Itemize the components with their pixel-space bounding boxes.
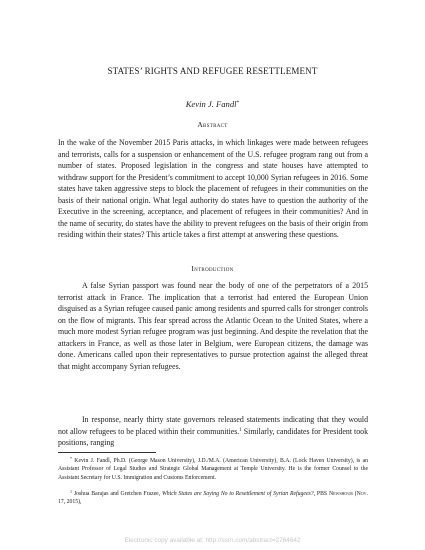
paragraph-2-continuation: Similarly, candidates for President took positions, ranging: [58, 426, 368, 448]
footnote-author-text: Kevin J. Fandl, Ph.D. (George Mason University), J.D./M.A. (American University), B.A. (Lock Haven University), is an Assistant Professor of Legal Studies and Strategic Global Management at Temple University. He is the former Counsel to the Assistant Secretary for U.S. Immigration and Customs Enforcement.: [58, 458, 368, 481]
introduction-paragraph-1: A false Syrian passport was found near the body of one of the perpetrators of a 2015 terrorist attack in France. The implication that a terrorist had entered the European Union disguised as a Syrian refugee caused panic among residents and spurred calls for stronger controls on the flow of migrants. This fear spread across the Atlantic Ocean to the United States, where a much more modest Syrian refugee program was just beginning. And despite the revelation that the attackers in France, as well as those later in Belgium, were European citizens, the damage was done. Americans called upon their representatives to pursue protection against the alleged threat that might accompany Syrian refugees.: [58, 281, 368, 371]
footnote-divider: [58, 452, 156, 453]
paragraph-2-text: In response, nearly thirty state governors released statements indicating that they would not allow refugees to be placed within their communities.: [58, 415, 368, 436]
paper-title: STATES’ RIGHTS AND REFUGEE RESETTLEMENT: [107, 66, 318, 76]
footnote-1: [58, 490, 368, 507]
footnote-1-publication: , PBS Newshour (Nov. 17, 2015),: [58, 491, 368, 506]
introduction-heading: Introduction: [191, 264, 234, 273]
footnote-mark-star: *: [70, 456, 72, 461]
footnote-1-article-title: Which States are Saying No to Resettlement of Syrian Refugees?: [161, 491, 314, 497]
footnote-mark-1: 1: [70, 489, 72, 494]
author-footnote-mark: *: [236, 100, 240, 106]
abstract-heading: Abstract: [197, 120, 228, 129]
introduction-paragraph-2: [58, 414, 368, 448]
footnote-author: [58, 457, 368, 482]
abstract-body: In the wake of the November 2015 Paris attacks, in which linkages were made between refugees and terrorists, calls for a suspension or enhancement of the U.S. refugee program rang out from a number of states. Proposed legislation in the congress and state houses have attempted to withdraw support for the President’s commitment to accept 10,000 Syrian refugees in 2016. Some states have taken aggressive steps to block the placement of refugees in their communities on the basis of their national origin. What legal authority do states have to question the authority of the Executive in the screening, acceptance, and placement of refugees in their communities? And in the name of security, do states have the ability to prevent refugees on the basis of their origin from residing within their states? This article takes a first attempt at answering these questions.: [58, 138, 368, 240]
author-name: Kevin J. Fandl: [185, 99, 237, 109]
footnote-1-authors: Joshua Barajas and Gretchen Frazee,: [72, 491, 162, 497]
ssrn-footer: Electronic copy available at: http://ssrn.com/abstract=2764642: [124, 537, 301, 544]
footnote-ref-1: 1: [239, 427, 242, 433]
author-line: [0, 99, 425, 109]
